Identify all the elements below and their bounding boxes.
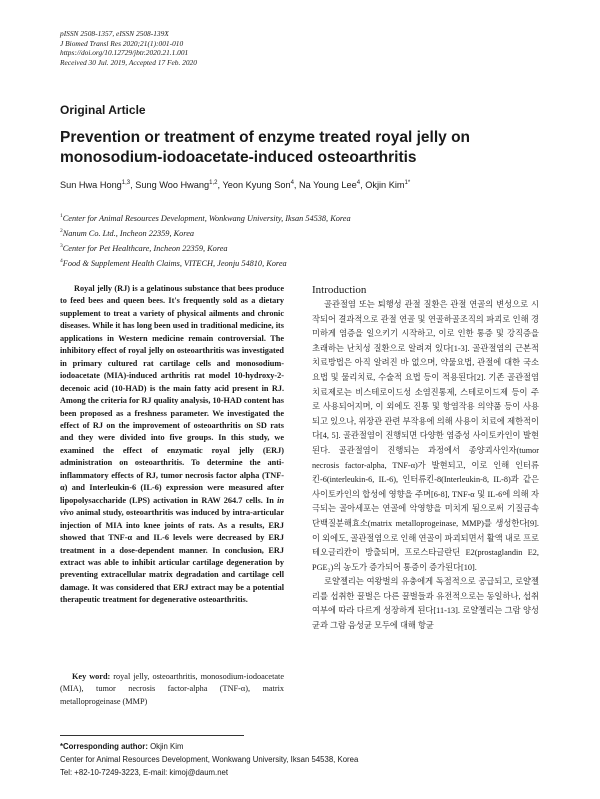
article-type: Original Article (60, 103, 146, 117)
affiliation-text: Food & Supplement Health Claims, VITECH, Jeonju 54810, Korea (62, 258, 287, 268)
author-list (60, 180, 410, 190)
author-affiliation-mark: 4 (290, 180, 294, 186)
author-affiliation-mark: 1* (404, 180, 411, 186)
affiliation-text: Center for Pet Healthcare, Incheon 22359, Korea (62, 243, 228, 253)
author-name: Sung Woo Hwang (135, 180, 210, 191)
received-dates: Received 30 Jul. 2019, Accepted 17 Feb. 2020 (60, 58, 197, 68)
abstract-text: Royal jelly (RJ) is a gelatinous substance that bees produce to feed bees and queen bees. It's frequently sold as a dietary supplement to treat a variety of physical ailments and chronic diseases. While it has long been used in traditional medicine, its applications in Western medicine remain controversial. The inhibitory effect of royal jelly on osteoarthritis was investigated in primary cultured rat cartilage cells and monosodium-iodoacetate (MIA)-induced arthritis rat model 10-hydroxy-2-decenoic acid (10-HAD) is the main fatty acid present in RJ. Among the criteria for RJ quality analysis, 10-HAD content has been proposed as a freshness parameter. We investigated the effect of RJ on the improvement of osteoarthritis on SD rats and they were divided into five groups. In this study, we examined the effect of enzymatic royal jelly (ERJ) administration on osteoarthritis. To determine the anti-inflammatory effects of RJ, tumor necrosis factor alpha (TNF-α) and Interleukin-6 (IL-6) expression were measured after lipopolysaccharide (LPS) activation in RAW 264.7 cells. In (60, 284, 284, 505)
introduction-heading: Introduction (312, 284, 367, 296)
affiliation-mark: 4 (60, 257, 63, 264)
author-separator: , (293, 180, 300, 191)
issn-line: pISSN 2508-1357, eISSN 2508-139X (60, 29, 169, 38)
keywords-label: Key word: (72, 672, 111, 681)
author-affiliation-mark: 1,2 (209, 180, 218, 186)
doi-link[interactable]: https://doi.org/10.12729/jbtr.2020.21.1.001 (60, 48, 189, 58)
affiliation-mark: 2 (60, 227, 63, 234)
affiliation-text: Nanum Co. Ltd., Incheon 22359, Korea (62, 228, 195, 238)
corresponding-author-label: *Corresponding author: (60, 742, 148, 751)
affiliation-item (60, 240, 351, 255)
keywords (60, 671, 284, 708)
introduction-paragraph: 골관절염 또는 퇴행성 관절 질환은 관절 연골의 변성으로 시작되어 결과적으로 관절 연골 및 연골하골조직의 파괴로 인해 경미하게 염증을 일으키기 시작하고, 이로 인한 통증 및 강직증을 초래하는 난치성 질환으로 알려져 있다[1-3]. 골관절염의 근본적 치료방법은 아직 알려진 바 없으며, 약물요법, 관절에 대한 국소요법 및 물리치료, 수술적 요법 등이 적용된다[2]. 기존 골관절염 치료제로는 비스테로이드성 소염진통제, 스테로이드제 등이 주로 사용되어지며, 이 외에도 진통 및 항염작용 의약품 등이 사용되고 있으나, 위장관 관련 부작용에 의해 사용이 치료에 제한적이다[4, 5]. 골관절염이 진행되면 다양한 염증성 사이토카인이 발현된다. 골관절염이 진행되는 과정에서 종양괴사인자(tumor necrosis factor-alpha, TNF-α)가 발현되고, 이로 인해 인터류킨-6(interleukin-6, IL-6), 인터류킨-8(Interleukin-8, IL-8)과 같은 사이토카인의 합성에 영향을 주며[6-8], TNF-α 및 IL-6에 의해 자극되는 골아세포는 연골에 악영향을 미치게 됨으로써 기질금속단백질분해효소(matrix metalloprogeinase, MMP)를 생성한다[9]. 이 외에도, 골관절염으로 인해 연골이 파괴되면서 활액 내로 프로테오글리칸이 방출되며, 프로스타글란딘 E2(prostaglandin E2, PGE₂)의 농도가 증가되어 통증이 증가된다[10]. (312, 300, 539, 572)
author-name: Sun Hwa Hong (60, 180, 122, 191)
journal-meta (60, 29, 197, 68)
author-name: Yeon Kyung Son (222, 180, 291, 191)
affiliation-item (60, 210, 351, 225)
abstract-text-continued: animal study, osteoarthritis was induced by intra-articular injection of MIA into knee joints of rats. As a results, ERJ showed that TNF-α and IL-6 levels were decreased by ERJ treatment in a dose-dependent manner. In conclusion, ERJ extract was able to inhibit articular cartilage degeneration by preventing extracellular matrix degradation and cartilage cell damage. It was considered that ERJ extract may be a potential therapeutic treatment for degenerative osteoarthritis. (60, 508, 284, 605)
author-separator: , (130, 180, 136, 191)
affiliation-text: Center for Animal Resources Development, Wonkwang University, Iksan 54538, Korea (62, 213, 351, 223)
affiliation-mark: 3 (60, 242, 63, 249)
affiliation-list (60, 210, 351, 270)
paper-title: Prevention or treatment of enzyme treated royal jelly on monosodium-iodoacetate-induced osteoarthritis (60, 129, 471, 166)
keywords-text: royal jelly, osteoarthritis, monosodium-iodoacetate (MIA), tumor necrosis factor-alpha (TNF-α), matrix metalloprogeinase (MMP) (60, 672, 284, 706)
abstract (60, 283, 284, 607)
affiliation-item (60, 255, 351, 270)
author-name: Na Young Lee (299, 180, 357, 191)
affiliation-mark: 1 (60, 213, 63, 219)
corresponding-contact[interactable]: Tel: +82-10-7249-3223, E-mail: kimoj@daum.net (60, 768, 229, 777)
author-separator: , (360, 180, 366, 191)
journal-citation: J Biomed Transl Res 2020;21(1):001-010 (60, 38, 184, 48)
footnote-divider (60, 735, 244, 736)
introduction-paragraph: 로얄젤리는 여왕벌의 유충에게 독점적으로 공급되고, 로얄젤리를 섭취한 꿀벌은 다른 꿀벌들과 유전적으로는 동일하나, 섭취 여부에 따라 다르게 성장하게 된다[11-13]. 로얄젤리는 그람 양성균과 그람 음성균 모두에 대해 항균 (312, 577, 539, 631)
introduction-body (312, 298, 539, 634)
author-affiliation-mark: 4 (356, 180, 361, 186)
corresponding-author-name: Okjin Kim (147, 742, 184, 751)
affiliation-item (60, 225, 351, 240)
correspondence-footnote (60, 740, 358, 779)
corresponding-author-line (60, 740, 358, 753)
author-name: Okjin Kim (365, 180, 405, 191)
author-affiliation-mark: 1,3 (121, 180, 131, 186)
author-separator: , (217, 180, 223, 191)
abstract-italic: in vivo (60, 495, 284, 518)
corresponding-address: Center for Animal Resources Development, Wonkwang University, Iksan 54538, Korea (60, 755, 359, 764)
